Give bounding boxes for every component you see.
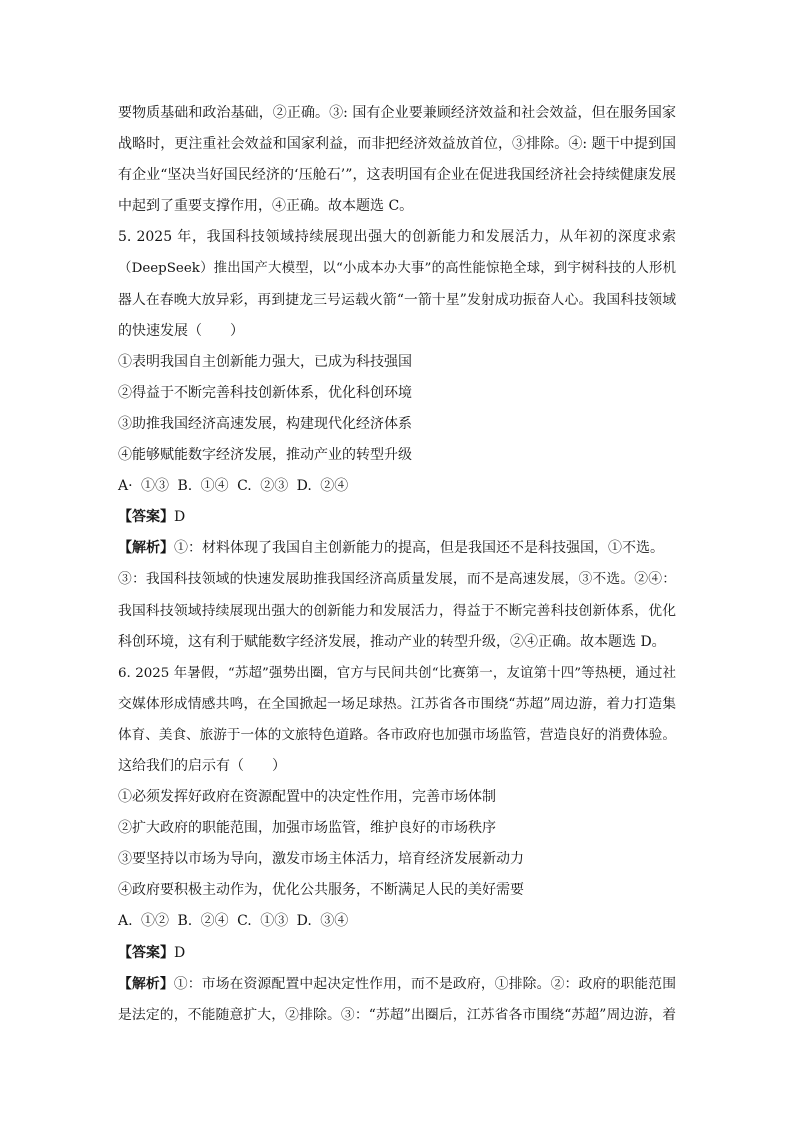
analysis-first-line [118, 533, 676, 564]
option-item: ④能够赋能数字经济发展，推动产业的转型升级 [118, 447, 412, 464]
analysis-text-line: 有企业“坚决当好国民经济的‘压舱石’”，这表明国有企业在促进我国经济社会持续健康发展 [118, 167, 676, 184]
choice-list: A· ①③ B. ①④ C. ②③ D. ②④ [118, 478, 349, 495]
analysis-text-line: 我国科技领域持续展现出强大的创新能力和发展活力，得益于不断完善科技创新体系，优化 [118, 602, 676, 619]
analysis-text-line: 是法定的，不能随意扩大，②排除。③：“苏超”出圈后，江苏省各市围绕“苏超”周边游，着 [118, 1006, 676, 1023]
answer-value: D [174, 944, 186, 961]
option-item: ④政府要积极主动作为，优化公共服务，不断满足人民的美好需要 [118, 882, 524, 899]
question-stem-line: 6. 2025 年暑假，“苏超”强势出圈，官方与民间共创“比赛第一，友谊第十四”等热梗，通过社 [118, 665, 676, 681]
answer-value: D [174, 509, 186, 526]
option-item: ③要坚持以市场为导向，激发市场主体活力，培育经济发展新动力 [118, 851, 524, 868]
analysis-label: 【解析】 [118, 540, 174, 557]
document-page-body [118, 98, 676, 1031]
choice-list: A. ①② B. ②④ C. ①③ D. ③④ [118, 913, 349, 930]
analysis-text-line: 中起到了重要支撑作用，④正确。故本题选 C。 [118, 198, 414, 215]
analysis-text-line: 科创环境，这有利于赋能数字经济发展，推动产业的转型升级，②④正确。故本题选 D。 [118, 633, 666, 650]
question-stem-line: 5. 2025 年，我国科技领域持续展现出强大的创新能力和发展活力，从年初的深度求索 [118, 229, 676, 246]
analysis-text-line: ③：我国科技领域的快速发展助推我国经济高质量发展，而不是高速发展，③不选。②④： [118, 571, 676, 588]
analysis-first-line [118, 969, 676, 1000]
question-stem-line: 器人在春晚大放异彩，再到捷龙三号运载火箭“一箭十星”发射成功振奋人心。我国科技领域 [118, 291, 676, 308]
analysis-text: ①：材料体现了我国自主创新能力的提高，但是我国还不是科技强国，①不选。 [174, 540, 664, 557]
option-item: ①必须发挥好政府在资源配置中的决定性作用，完善市场体制 [118, 789, 496, 806]
option-item: ②得益于不断完善科技创新体系，优化科创环境 [118, 384, 412, 401]
analysis-text-line: 战略时，更注重社会效益和国家利益，而非把经济效益放首位，③排除。④: 题干中提到国 [118, 136, 676, 153]
analysis-text: ①：市场在资源配置中起决定性作用，而不是政府，①排除。②：政府的职能范围 [173, 975, 677, 992]
question-stem-line: 交媒体形成情感共鸣，在全国掀起一场足球热。江苏省各市围绕“苏超”周边游，着力打造集 [118, 695, 676, 712]
option-item: ③助推我国经济高速发展，构建现代化经济体系 [118, 415, 412, 432]
analysis-label: 【解析】 [118, 975, 174, 992]
option-item: ②扩大政府的职能范围，加强市场监管，维护良好的市场秩序 [118, 820, 496, 837]
answer-label: 【答案】 [118, 509, 174, 526]
question-stem-line: （DeepSeek）推出国产大模型，以“小成本办大事”的高性能惊艳全球，到宇树科技的人形机 [118, 261, 676, 277]
analysis-text-line: 要物质基础和政治基础，②正确。③: 国有企业要兼顾经济效益和社会效益，但在服务国家 [118, 105, 676, 121]
question-stem-line: 体育、美食、旅游于一体的文旅特色道路。各市政府也加强市场监管，营造良好的消费体验。 [118, 726, 676, 743]
option-item: ①表明我国自主创新能力强大，已成为科技强国 [118, 353, 412, 370]
answer-line [118, 502, 676, 533]
answer-line [118, 938, 676, 969]
answer-label: 【答案】 [118, 944, 174, 961]
question-stem-line: 这给我们的启示有（ ） [118, 757, 286, 774]
question-stem-line: 的快速发展（ ） [118, 322, 244, 339]
